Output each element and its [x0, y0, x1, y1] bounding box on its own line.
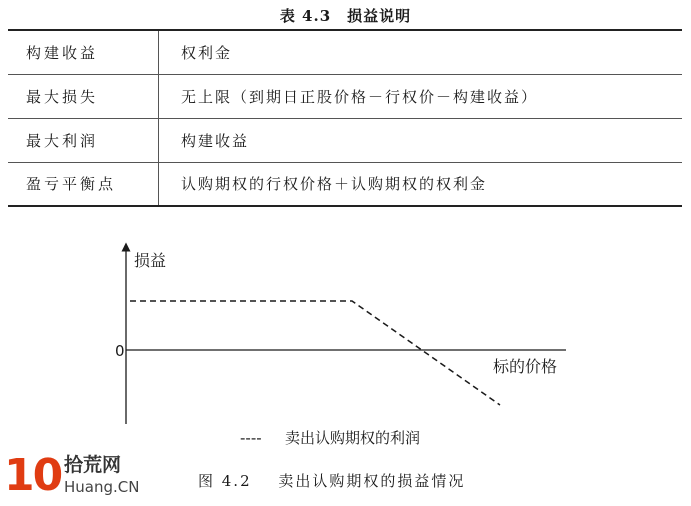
y-axis-label: 损益: [134, 251, 167, 270]
row-value-breakeven: 认购期权的行权价格＋认购期权的权利金: [159, 162, 683, 206]
x-axis-label: 标的价格: [493, 357, 558, 376]
logo-number: 10: [4, 450, 62, 501]
row-item-breakeven: 盈亏平衡点: [8, 162, 159, 206]
zero-tick-label: 0: [115, 342, 125, 360]
series-line-short-call: [130, 301, 500, 405]
figure-label: 图 4.2: [198, 472, 252, 490]
row-item-cost: 构建收益: [8, 30, 159, 74]
row-value-max-loss: 无上限（到期日正股价格－行权价－构建收益）: [159, 74, 683, 118]
row-value-cost: 权利金: [159, 30, 683, 74]
table-title: 表 4.3 损益说明: [279, 7, 412, 25]
figure-caption: [198, 470, 465, 491]
legend-marker: ----: [240, 429, 262, 447]
row-value-max-profit: 构建收益: [159, 118, 683, 162]
logo-name-en: Huang.CN: [64, 478, 140, 496]
row-item-max-profit: 最大利润: [8, 118, 159, 162]
figure-caption-text: 卖出认购期权的损益情况: [278, 472, 466, 490]
legend-label: 卖出认购期权的利润: [285, 429, 421, 447]
site-logo: [4, 452, 139, 502]
logo-name-cn: 拾荒网: [64, 454, 122, 476]
row-item-max-loss: 最大损失: [8, 74, 159, 118]
